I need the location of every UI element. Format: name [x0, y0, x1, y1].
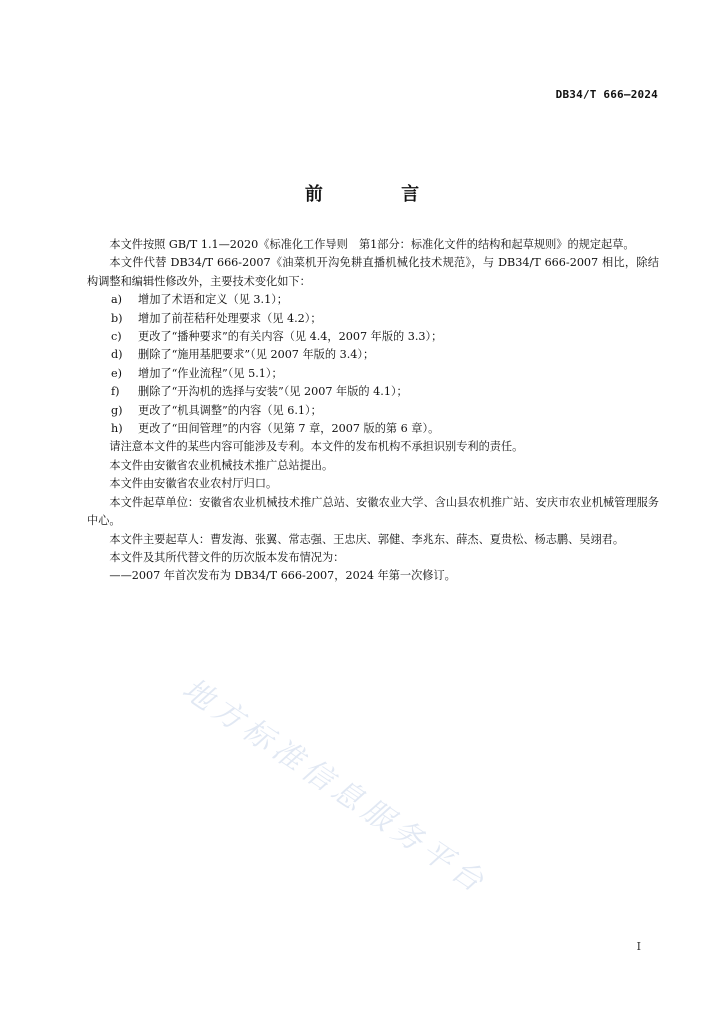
list-marker: f): [111, 385, 120, 399]
version-history-line: ——2007 年首次发布为 DB34/T 666-2007，2024 年第一次修订。: [109, 569, 456, 583]
list-marker: c): [111, 330, 122, 344]
foreword-body: [87, 236, 659, 586]
list-item-text: 删除了“开沟机的选择与安装”（见 2007 年版的 4.1）；: [138, 385, 408, 399]
list-marker: b): [111, 311, 123, 325]
watermark-text: 地方标准信息服务平台: [175, 671, 494, 902]
centralized-by-paragraph: 本文件由安徽省农业农村厅归口。: [109, 477, 278, 491]
list-item: [87, 365, 659, 383]
list-item-text: 删除了“施用基肥要求”（见 2007 年版的 3.4）；: [138, 348, 375, 362]
replacement-paragraph: 本文件代替 DB34/T 666-2007《油菜机开沟免耕直播机械化技术规范》，与 DB34/T 666-2007 相比，除结构调整和编辑性修改外，主要技术变化如下：: [87, 256, 659, 288]
list-item: [87, 328, 659, 346]
list-marker: e): [111, 366, 122, 380]
list-item-text: 增加了前茬秸秆处理要求（见 4.2）；: [138, 311, 322, 325]
list-item: [87, 402, 659, 420]
list-item-text: 更改了“播种要求”的有关内容（见 4.4，2007 年版的 3.3）；: [138, 330, 443, 344]
list-item: [87, 420, 659, 438]
list-item: [87, 291, 659, 309]
version-history-intro-paragraph: 本文件及其所代替文件的历次版本发布情况为：: [109, 550, 345, 564]
drafting-rule-paragraph: 本文件按照 GB/T 1.1—2020《标准化工作导则 第1部分：标准化文件的结构和起草规则》的规定起草。: [109, 238, 635, 251]
list-item: [87, 383, 659, 401]
list-marker: a): [111, 293, 123, 307]
patent-notice-paragraph: 请注意本文件的某些内容可能涉及专利。本文件的发布机构不承担识别专利的责任。: [109, 440, 524, 454]
page-number: I: [636, 940, 641, 953]
page-title: 前 言: [304, 184, 456, 205]
list-item-text: 增加了“作业流程”（见 5.1）；: [138, 366, 283, 380]
list-marker: h): [111, 422, 123, 436]
changes-list: [87, 291, 659, 438]
document-code-header: DB34/T 666—2024: [555, 88, 658, 101]
proposer-paragraph: 本文件由安徽省农业机械技术推广总站提出。: [109, 458, 334, 472]
list-item: [87, 310, 659, 328]
list-item-text: 更改了“机具调整”的内容（见 6.1）；: [138, 403, 322, 417]
list-marker: d): [111, 348, 123, 362]
drafting-units-paragraph: 本文件起草单位：安徽省农业机械技术推广总站、安徽农业大学、含山县农机推广站、安庆市农业机械管理服务中心。: [87, 495, 659, 528]
list-item: [87, 346, 659, 364]
list-item-text: 增加了术语和定义（见 3.1）；: [138, 293, 288, 307]
list-marker: g): [111, 403, 123, 417]
drafters-paragraph: 本文件主要起草人：曹发海、张翼、常志强、王忠庆、郭健、李兆东、薛杰、夏贵松、杨志鹏、吴翊君。: [109, 532, 625, 546]
list-item-text: 更改了“田间管理”的内容（见第 7 章，2007 版的第 6 章）。: [138, 422, 440, 436]
